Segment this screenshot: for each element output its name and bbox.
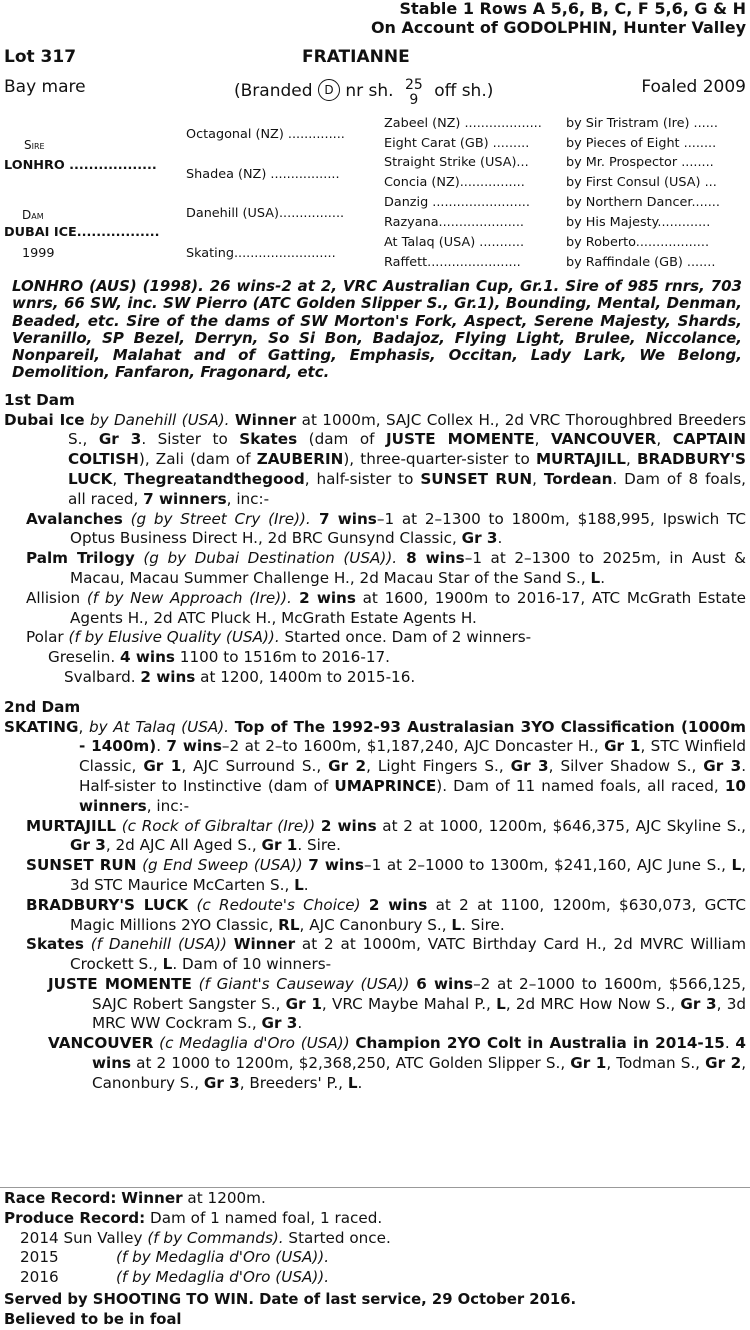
foaled-year: Foaled 2009 [641,77,746,97]
catalogue-body [4,278,746,1094]
records-footer [4,1189,746,1330]
gen2-item: Danehill (USA)................ [186,206,345,221]
grandfoal-entry: Svalbard. 2 wins at 1200, 1400m to 2015-16. [64,667,416,686]
gen3-item: Razyana..................... [384,215,524,230]
service-note: Served by SHOOTING TO WIN. Date of last service, 29 October 2016. [4,1290,577,1308]
second-dam-paragraph: SKATING, by At Talaq (USA). Top of The 1992-93 Australasian 3YO Classification (1000m - 1400m). 7 wins–2 at 2–to 1600m, $1,187,240, AJC Doncaster H., Gr 1, STC Winfield Classic, Gr 1, AJC Surround S., Gr 2, Light Fingers S., Gr 3, Silver Shadow S., Gr 3. Half-sister to Instinctive (dam of UMAPRINCE). Dam of 11 named foals, all raced, 10 winners, inc:- [4,717,747,815]
gen2-item: Shadea (NZ) ................. [186,167,340,182]
foal-entry: Palm Trilogy (g by Dubai Destination (USA)). 8 wins–1 at 2–1300 to 2025m, in Aust & Macau, Macau Summer Challenge H., 2d Macau Star of the Sand S., L. [26,549,747,587]
sire-label: Sire [24,138,45,152]
gen3-item: At Talaq (USA) ........... [384,235,525,250]
pedigree-table [0,110,750,272]
foal-entry: MURTAJILL (c Rock of Gibraltar (Ire)) 2 wins at 2 at 1000, 1200m, $646,375, AJC Skyline S., Gr 3, 2d AJC All Aged S., Gr 1. Sire. [26,816,747,855]
gen3-item: Concia (NZ)................ [384,175,525,190]
grandfoal-entry: VANCOUVER (c Medaglia d'Oro (USA)) Champion 2YO Colt in Australia in 2014-15. 4 wins at 2 1000 to 1200m, $2,368,250, ATC Golden Slipper S., Gr 1, Todman S., Gr 2, Canonbury S., Gr 3, Breeders' P., L. [48,1034,747,1092]
dam-name: DUBAI ICE................. [4,225,160,240]
sire-name: LONHRO .................. [4,158,157,173]
gen4-item: by Roberto.................. [566,235,710,250]
gen3-item: Zabeel (NZ) ................... [384,116,542,131]
produce-entry: 2015 (f by Medaglia d'Oro (USA)). [20,1248,330,1267]
foal-entry: SUNSET RUN (g End Sweep (USA)) 7 wins–1 at 2–1000 to 1300m, $241,160, AJC June S., L, 3d STC Maurice McCarten S., L. [26,856,747,894]
foal-entry: Polar (f by Elusive Quality (USA)). Started once. Dam of 2 winners- [26,628,532,647]
brand-d-icon: D [318,79,340,101]
gen4-item: by Pieces of Eight ........ [566,136,717,151]
race-record: Race Record: Winner at 1200m. [4,1189,266,1207]
gen4-item: by Northern Dancer....... [566,195,720,210]
stable-location: Stable 1 Rows A 5,6, B, C, F 5,6, G & H [399,0,746,18]
vendor-account: On Account of GODOLPHIN, Hunter Valley [370,18,746,37]
gen3-item: Straight Strike (USA)... [384,155,529,170]
foal-entry: Allision (f by New Approach (Ire)). 2 wins at 1600, 1900m to 2016-17, ATC McGrath Estate Agents H., 2d ATC Pluck H., McGrath Estate Agents H. [26,588,746,627]
grandfoal-entry: JUSTE MOMENTE (f Giant's Causeway (USA)) 6 wins–2 at 2–1000 to 1600m, $566,125, SAJC Robert Sangster S., Gr 1, VRC Maybe Mahal P., L, 2d MRC How Now S., Gr 3, 3d MRC WW Cockram S., Gr 3. [48,974,747,1033]
gen3-item: Danzig ........................ [384,195,530,210]
produce-record: Produce Record: Dam of 1 named foal, 1 raced. [4,1208,383,1227]
grandfoal-entry: Greselin. 4 wins 1100 to 1516m to 2016-17. [48,648,390,667]
dam-year: 1999 [22,246,55,261]
sire-paragraph: LONHRO (AUS) (1998). 26 wins-2 at 2, VRC Australian Cup, Gr.1. Sire of 985 rnrs, 703 wnrs, 66 SW, inc. SW Pierro (ATC Golden Slipper S., Gr.1), Bounding, Mental, Denman, Beaded, etc. Sire of the dams of SW Morton's Fork, Aspect, Serene Majesty, Shards, Veranillo, SP Bezel, Derryn, So Si Bon, Badajoz, Flying Light, Brulee, Niccolance, Nonpareil, Malahat and of Gatting, Emphasis, Occitan, Lady Lark, We Belong, Demolition, Fanfaron, Fragonard, etc. [12,277,742,382]
foal-entry: Skates (f Danehill (USA)) Winner at 2 at 1000m, VATC Birthday Card H., 2d MVRC William Crockett S., L. Dam of 10 winners- [26,935,747,974]
first-dam-paragraph: Dubai Ice by Danehill (USA). Winner at 1000m, SAJC Collex H., 2d VRC Thoroughbred Breeders S., Gr 3. Sister to Skates (dam of JUSTE MOMENTE, VANCOUVER, CAPTAIN COLTISH), Zali (dam of ZAUBERIN), three-quarter-sister to MURTAJILL, BRADBURY'S LUCK, Thegreatandthegood, half-sister to SUNSET RUN, Tordean. Dam of 8 foals, all raced, 7 winners, inc:- [4,410,747,508]
gen2-item: Octagonal (NZ) .............. [186,127,345,142]
horse-description: Bay mare [4,77,86,97]
foal-entry: Avalanches (g by Street Cry (Ire)). 7 wins–1 at 2–1300 to 1800m, $188,995, Ipswich TC Optus Business Direct H., 2d BRC Gunsynd Classic, Gr 3. [26,509,747,548]
description-line [4,77,746,108]
gen4-item: by Sir Tristram (Ire) ...... [566,116,718,131]
lot-line [4,48,746,68]
foal-entry: BRADBURY'S LUCK (c Redoute's Choice) 2 wins at 2 at 1100, 1200m, $630,073, GCTC Magic Millions 2YO Classic, RL, AJC Canonbury S., L. Sire. [26,895,747,934]
dam-label: Dam [22,208,44,222]
gen4-item: by Raffindale (GB) ....... [566,255,716,270]
produce-entry: 2014 Sun Valley (f by Commands). Started once. [20,1228,391,1247]
brand-info: (Branded D nr sh. 25 9 off sh.) [234,77,494,108]
lot-number: Lot 317 [4,47,77,67]
gen3-item: Raffett....................... [384,255,521,270]
gen3-item: Eight Carat (GB) ......... [384,136,530,151]
brand-number: 25 9 [404,77,423,108]
produce-entry: 2016 (f by Medaglia d'Oro (USA)). [20,1268,330,1287]
gen4-item: by First Consul (USA) ... [566,175,717,190]
gen4-item: by His Majesty............. [566,215,711,230]
divider [0,1187,750,1188]
gen4-item: by Mr. Prospector ........ [566,155,714,170]
horse-name: FRATIANNE [302,47,410,67]
gen2-item: Skating......................... [186,246,336,261]
first-dam-heading: 1st Dam [4,390,75,409]
catalogue-header [371,0,746,37]
second-dam-heading: 2nd Dam [4,697,81,716]
foal-status: Believed to be in foal [4,1310,182,1328]
